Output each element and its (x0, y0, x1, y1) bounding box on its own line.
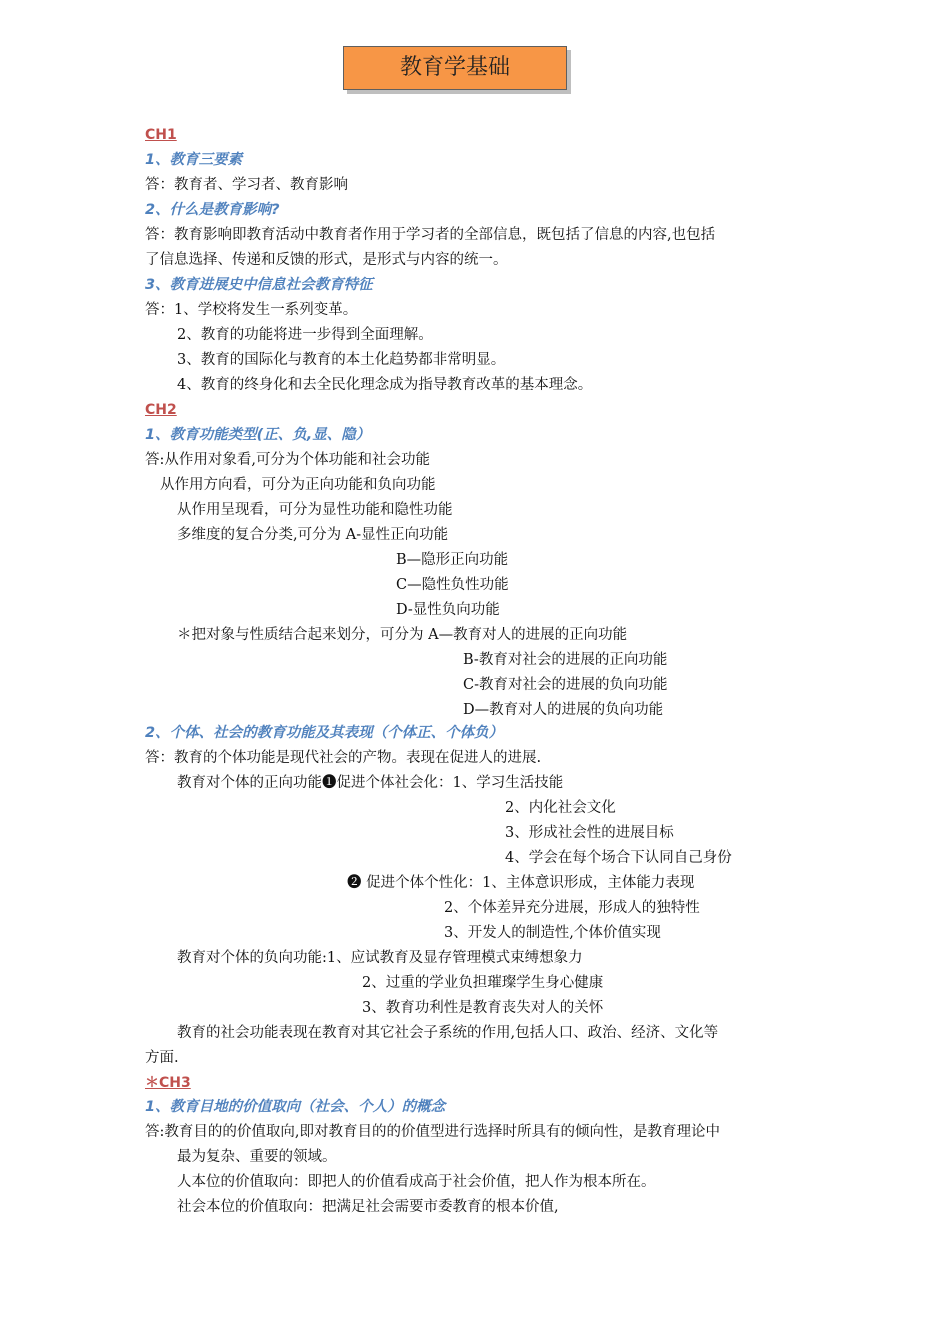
answer-line: 从作用呈现看，可分为显性功能和隐性功能 (177, 502, 453, 518)
answer-line: 教育对个体的正向功能❶促进个体社会化：1、学习生活技能 (177, 775, 564, 791)
answer-line: ＊把对象与性质结合起来划分，可分为 A—教育对人的进展的正向功能 (177, 627, 628, 643)
answer-line: 3、形成社会性的进展目标 (505, 825, 674, 841)
answer-line: 2、内化社会文化 (505, 800, 616, 816)
answer-line: 3、教育的国际化与教育的本土化趋势都非常明显。 (177, 352, 506, 368)
answer-line: 教育的社会功能表现在教育对其它社会子系统的作用,包括人口、政治、经济、文化等 (177, 1025, 719, 1041)
answer-line: 3、开发人的制造性,个体价值实现 (444, 925, 661, 941)
answer-line: ❷ 促进个体个性化：1、主体意识形成，主体能力表现 (347, 875, 695, 891)
chapter-heading-ch3: ＊CH3 (145, 1075, 191, 1091)
answer-line: 答：教育的个体功能是现代社会的产物。表现在促进人的进展. (145, 750, 542, 766)
question-ch1-1: 1、教育三要素 (145, 152, 243, 168)
answer-line: 2、教育的功能将进一步得到全面理解。 (177, 327, 433, 343)
answer-line: 方面. (145, 1050, 179, 1066)
question-ch2-1: 1、教育功能类型(正、负,显、隐） (145, 427, 371, 443)
question-ch1-2: 2、什么是教育影响? (145, 202, 280, 218)
answer-line: D—教育对人的进展的负向功能 (463, 702, 664, 718)
document-title: 教育学基础 (343, 46, 567, 90)
answer-line: C—隐性负性功能 (396, 577, 509, 593)
answer-line: 社会本位的价值取向：把满足社会需要市委教育的根本价值, (177, 1199, 559, 1215)
answer-line: 4、学会在每个场合下认同自己身份 (505, 850, 732, 866)
answer-line: 答：教育影响即教育活动中教育者作用于学习者的全部信息，既包括了信息的内容,也包括 (145, 227, 716, 243)
question-ch1-3: 3、教育进展史中信息社会教育特征 (145, 277, 373, 293)
answer-ch1-1: 答：教育者、学习者、教育影响 (145, 177, 348, 193)
answer-line: 人本位的价值取向：即把人的价值看成高于社会价值，把人作为根本所在。 (177, 1174, 656, 1190)
answer-line: 教育对个体的负向功能:1、应试教育及显存管理模式束缚想象力 (177, 950, 583, 966)
question-ch2-2: 2、个体、社会的教育功能及其表现（个体正、个体负） (145, 725, 504, 741)
answer-line: B—隐形正向功能 (396, 552, 509, 568)
answer-line: D-显性负向功能 (396, 602, 500, 618)
answer-line: 了信息选择、传递和反馈的形式，是形式与内容的统一。 (145, 252, 508, 268)
answer-line: 答：1、学校将发生一系列变革。 (145, 302, 358, 318)
answer-line: 最为复杂、重要的领域。 (177, 1149, 337, 1165)
answer-line: 答:从作用对象看,可分为个体功能和社会功能 (145, 452, 430, 468)
answer-line: C-教育对社会的进展的负向功能 (463, 677, 668, 693)
answer-line: 从作用方向看，可分为正向功能和负向功能 (160, 477, 436, 493)
question-ch3-1: 1、教育目地的价值取向（社会、个人）的概念 (145, 1099, 446, 1115)
answer-line: 2、个体差异充分进展，形成人的独特性 (444, 900, 700, 916)
chapter-heading-ch2: CH2 (145, 402, 177, 418)
answer-line: 多维度的复合分类,可分为 A-显性正向功能 (177, 527, 449, 543)
answer-line: 答:教育目的的价值取向,即对教育目的的价值型进行选择时所具有的倾向性，是教育理论中 (145, 1124, 720, 1140)
answer-line: B-教育对社会的进展的正向功能 (463, 652, 668, 668)
answer-line: 2、过重的学业负担璀璨学生身心健康 (362, 975, 604, 991)
answer-line: 3、教育功利性是教育丧失对人的关怀 (362, 1000, 604, 1016)
chapter-heading-ch1: CH1 (145, 127, 177, 143)
answer-line: 4、教育的终身化和去全民化理念成为指导教育改革的基本理念。 (177, 377, 593, 393)
